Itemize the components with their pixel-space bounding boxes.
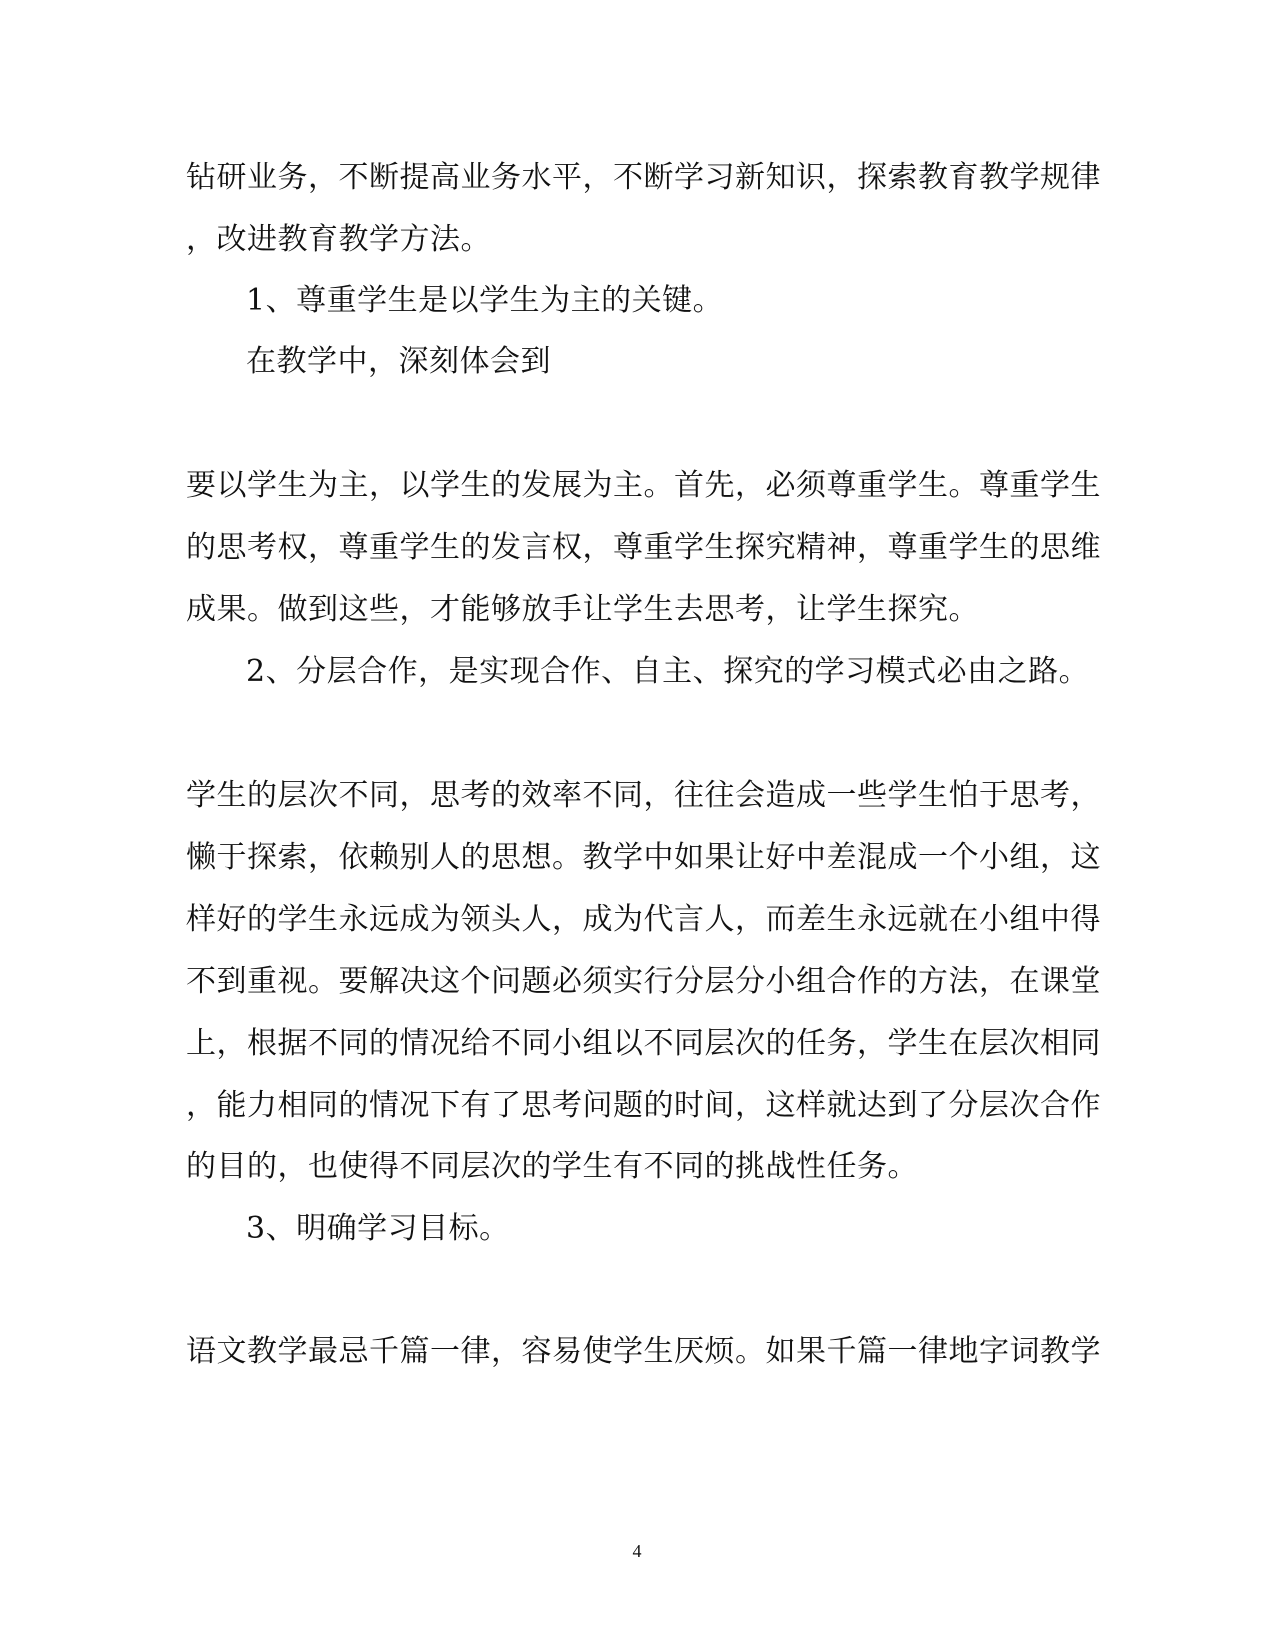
numbered-heading: 2、分层合作，是实现合作、自主、探究的学习模式必由之路。 — [246, 654, 1090, 689]
numbered-heading: 3、明确学习目标。 — [246, 1211, 510, 1246]
text-line: 语文教学最忌千篇一律，容易使学生厌烦。如果千篇一律地字词教学 — [186, 1334, 1101, 1369]
text-line: 成果。做到这些，才能够放手让学生去思考，让学生探究。 — [186, 592, 979, 627]
text-line: 钻研业务，不断提高业务水平，不断学习新知识，探索教育教学规律 — [186, 160, 1101, 195]
text-line: 在教学中，深刻体会到 — [246, 344, 551, 379]
text-line: ，能力相同的情况下有了思考问题的时间，这样就达到了分层次合作 — [186, 1088, 1101, 1123]
text-line: 要以学生为主，以学生的发展为主。首先，必须尊重学生。尊重学生 — [186, 468, 1101, 503]
numbered-heading: 1、尊重学生是以学生为主的关键。 — [246, 283, 724, 318]
text-line: 样好的学生永远成为领头人，成为代言人，而差生永远就在小组中得 — [186, 902, 1101, 937]
text-line: 不到重视。要解决这个问题必须实行分层分小组合作的方法，在课堂 — [186, 964, 1101, 999]
text-line: 的目的，也使得不同层次的学生有不同的挑战性任务。 — [186, 1149, 918, 1184]
text-line: 上，根据不同的情况给不同小组以不同层次的任务，学生在层次相同 — [186, 1026, 1101, 1061]
text-line: 懒于探索，依赖别人的思想。教学中如果让好中差混成一个小组，这 — [186, 840, 1101, 875]
page-number: 4 — [632, 1541, 642, 1561]
text-line: ，改进教育教学方法。 — [186, 222, 491, 257]
text-line: 的思考权，尊重学生的发言权，尊重学生探究精神，尊重学生的思维 — [186, 530, 1101, 565]
text-line: 学生的层次不同，思考的效率不同，往往会造成一些学生怕于思考， — [186, 778, 1101, 813]
